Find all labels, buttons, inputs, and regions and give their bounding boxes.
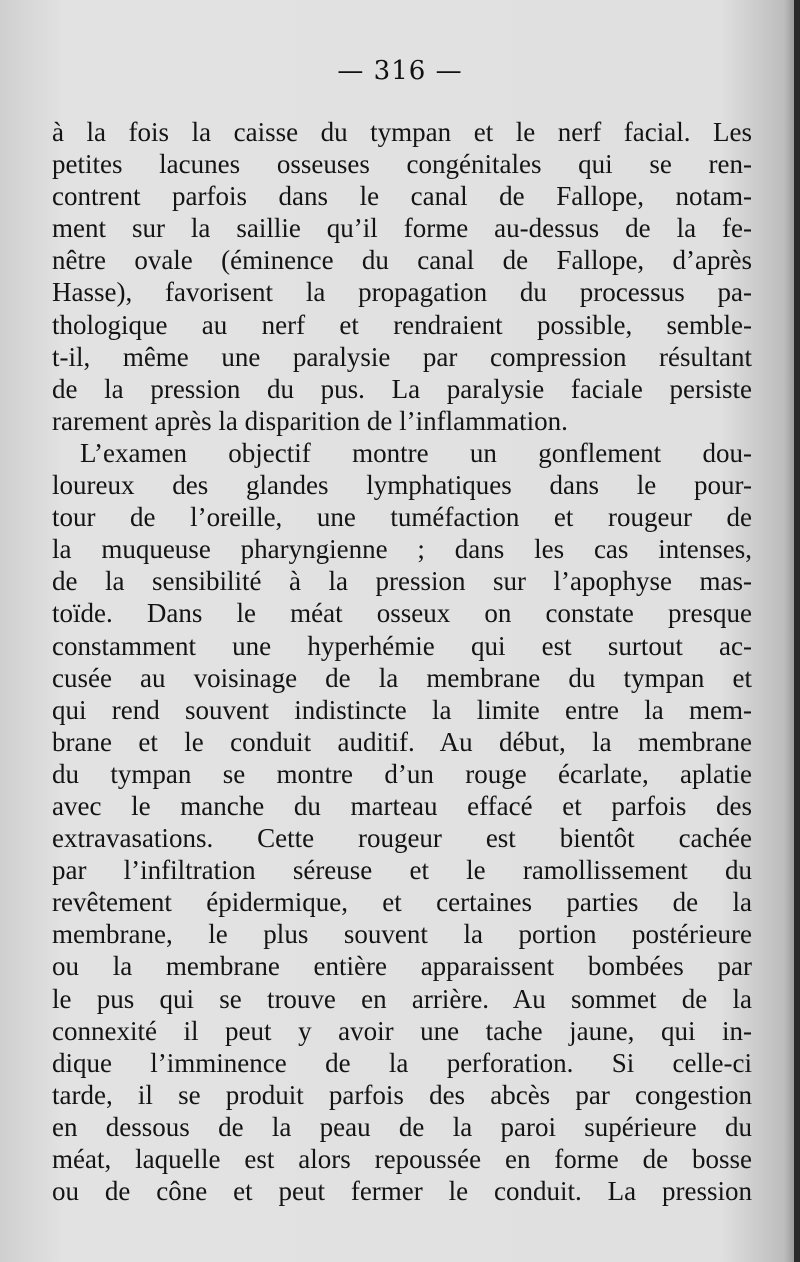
text-line: méat, laquelle est alors repoussée en forme de bosse (52, 1144, 752, 1174)
text-line: nêtre ovale (éminence du canal de Fallope, d’après (52, 245, 752, 276)
text-line: rarement après la disparition de l’inflammation. (52, 405, 568, 436)
page-number: — 316 — (337, 56, 463, 86)
text-line: L’examen objectif montre un gonflement dou- (80, 437, 752, 468)
text-line: contrent parfois dans le canal de Fallope, notam- (52, 181, 752, 212)
page-edge-shadow (794, 0, 800, 1262)
text-line: connexité il peut y avoir une tache jaune, qui in- (52, 1015, 752, 1046)
text-line: loureux des glandes lymphatiques dans le pour- (52, 470, 752, 501)
text-line: petites lacunes osseuses congénitales qui se ren- (52, 149, 752, 180)
text-line: ou de cône et peut fermer le conduit. La pression (52, 1176, 752, 1207)
text-line: extravasations. Cette rougeur est bientôt cachée (52, 823, 752, 854)
text-line: cusée au voisinage de la membrane du tympan et (52, 662, 752, 693)
text-line: dique l’imminence de la perforation. Si celle-ci (52, 1047, 752, 1078)
text-line: constamment une hyperhémie qui est surtout ac- (52, 630, 752, 661)
text-line: toïde. Dans le méat osseux on constate presque (52, 598, 752, 629)
text-line: thologique au nerf et rendraient possible, semble- (52, 309, 752, 340)
text-line: ment sur la saillie qu’il forme au-dessus de la fe- (52, 213, 752, 244)
text-line: Hasse), favorisent la propagation du processus pa- (52, 277, 752, 308)
text-line: ou la membrane entière apparaissent bombées par (52, 951, 752, 982)
text-line: de la pression du pus. La paralysie faciale persiste (52, 373, 752, 404)
text-line: tarde, il se produit parfois des abcès par congestion (52, 1079, 752, 1110)
text-line: revêtement épidermique, et certaines parties de la (52, 887, 752, 918)
text-line: du tympan se montre d’un rouge écarlate, aplatie (52, 758, 752, 789)
body-text (52, 116, 752, 1207)
text-line: brane et le conduit auditif. Au début, la membrane (52, 726, 752, 757)
text-line: à la fois la caisse du tympan et le nerf facial. Les (52, 117, 752, 147)
text-line: de la sensibilité à la pression sur l’apophyse mas- (52, 566, 752, 597)
text-line: qui rend souvent indistincte la limite entre la mem- (52, 694, 752, 725)
text-line: t-il, même une paralysie par compression résultant (52, 341, 752, 372)
text-line: le pus qui se trouve en arrière. Au sommet de la (52, 983, 752, 1014)
text-line: en dessous de la peau de la paroi supérieure du (52, 1111, 752, 1142)
text-line: par l’infiltration séreuse et le ramollissement du (52, 855, 752, 886)
text-line: membrane, le plus souvent la portion postérieure (52, 919, 752, 950)
text-line: la muqueuse pharyngienne ; dans les cas intenses, (52, 534, 752, 565)
text-line: tour de l’oreille, une tuméfaction et rougeur de (52, 502, 752, 533)
text-line: avec le manche du marteau effacé et parfois des (52, 790, 752, 821)
